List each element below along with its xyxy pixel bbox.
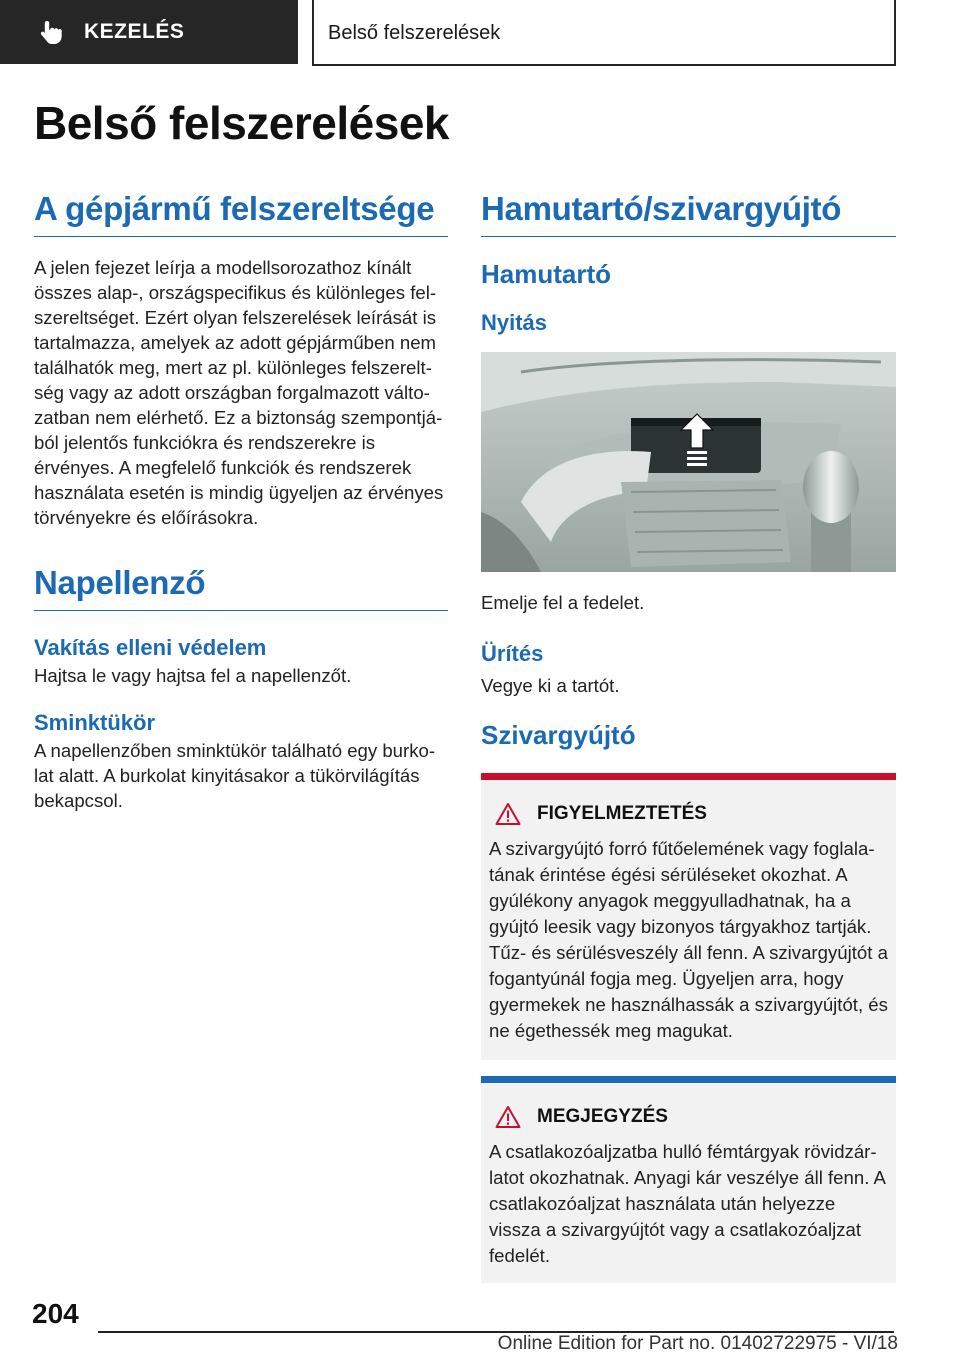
- glare-protection-heading: Vakítás elleni védelem: [34, 635, 267, 660]
- glare-protection-text: Hajtsa le vagy hajtsa fel a napellenzőt.: [34, 665, 352, 686]
- warning-triangle-icon: [495, 802, 521, 826]
- section-label: KEZELÉS: [84, 20, 185, 43]
- vanity-mirror-text: A napellenzőben sminktükör található egy burkolat alatt. A burkolat kinyitásakor a tükörvilágítás bekapcsol.: [34, 740, 436, 811]
- opening-text: Emelje fel a fedelet.: [481, 592, 645, 613]
- page-title: Belső felszerelések: [34, 97, 449, 149]
- opening-heading: Nyitás: [481, 310, 548, 335]
- hand-pointer-icon: [38, 19, 64, 45]
- section-tab[interactable]: [0, 0, 298, 64]
- ashtray-heading: Hamutartó: [481, 259, 612, 289]
- notice-text: A csatlakozóaljzatba hulló fémtárgyak rövidzárlatot okozhatnak. Anyagi kár veszélye áll fenn. A csatlakozóaljzat használata után helyezze vissza a szivargyújtót vagy a csatlakozóaljzat fedelét.: [489, 1141, 885, 1266]
- equipment-text: A jelen fejezet leírja a modellsorozathoz kínált összes alap-, országspecifikus és különleges felszereltséget. Ezért olyan felszerelések leírását is tartalmazza, amelyek az adott gépjárműben nem találhatók meg, mert az pl. különleges felszereltség vagy az adott országban forgalmazott változatban nem elérhető. Ez a biztonság szempontjából jelentős funkciókra és rendszerekre is érvényes. A megfelelő funkciók és rendszerek használata esetén is mindig ügyeljen az érvényes törvényekre és előírásokra.: [34, 257, 444, 528]
- edition-text[interactable]: Online Edition for Part no. 01402722975 - VI/18: [497, 1333, 898, 1354]
- emptying-text: Vegye ki a tartót.: [481, 675, 620, 696]
- notice-title: MEGJEGYZÉS: [537, 1106, 668, 1127]
- left-column: [34, 190, 448, 813]
- emptying-heading: Ürítés: [481, 641, 544, 666]
- warning-text: A szivargyújtó forró fűtőelemének vagy foglalatának érintése égési sérüléseket okozhat. A gyúlékony anyagok meggyulladhatnak, ha a gyújtó leesik vagy bizonyos tárgyakhoz tartják. Tűz- és sérülésveszély áll fenn. A szivargyújtót a fogantyúnál fogja meg. Ügyeljen arra, hogy gyermekek ne használhassák a szivargyújtót, és ne égethessék meg magukat.: [489, 838, 888, 1041]
- warning-header: [489, 802, 888, 826]
- sun-visor-heading: Napellenző: [34, 564, 448, 611]
- equipment-heading: A gépjármű felszereltsége: [34, 190, 448, 237]
- notice-triangle-icon: [495, 1105, 521, 1129]
- page-number: 204: [32, 1298, 79, 1329]
- ashtray-photo: [481, 352, 896, 572]
- vanity-mirror-heading: Sminktükör: [34, 710, 156, 735]
- ashtray-lighter-heading: Hamutartó/szivargyújtó: [481, 190, 896, 237]
- cigarette-lighter-heading: Szivargyújtó: [481, 720, 636, 750]
- notice-header: [489, 1105, 888, 1129]
- right-column: [481, 190, 896, 1283]
- breadcrumb: Belső felszerelések: [312, 0, 896, 66]
- notice-box: [481, 1076, 896, 1283]
- warning-box: [481, 773, 896, 1060]
- warning-title: FIGYELMEZTETÉS: [537, 803, 707, 824]
